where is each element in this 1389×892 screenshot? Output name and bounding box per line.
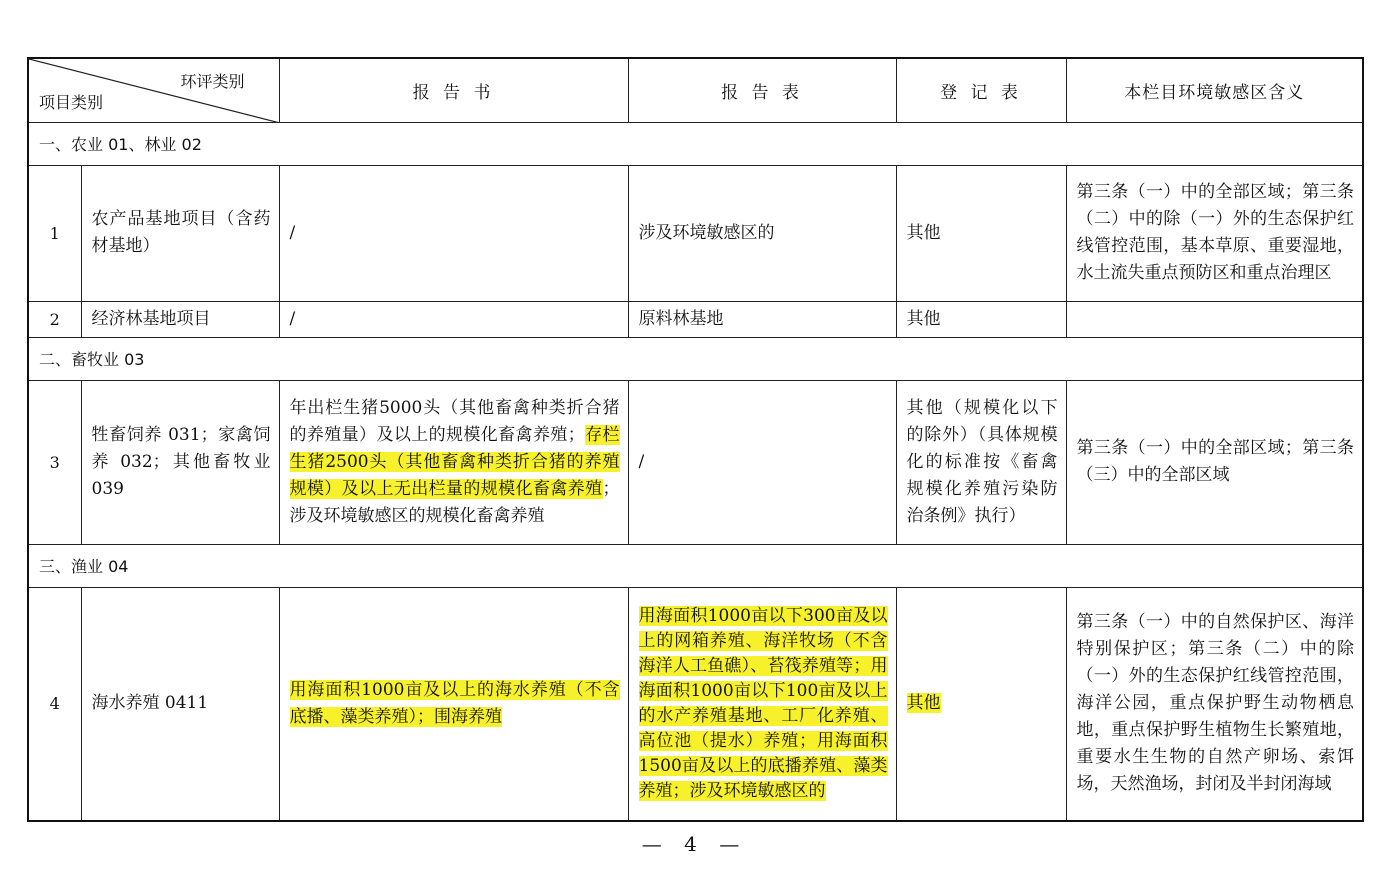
report-book-text: 年出栏生猪5000头（其他畜禽种类折合猪的养殖量）及以上的规模化畜禽养殖； [289, 397, 620, 445]
sensitive-area-cell [1066, 301, 1363, 337]
header-eia-category: 环评类别 [180, 72, 245, 91]
table-row [28, 380, 1363, 544]
table-row [28, 165, 1363, 301]
highlighted-text: 其他 [906, 693, 941, 714]
section-row [28, 337, 1363, 380]
report-form-cell: / [628, 380, 896, 544]
page-number: — 4 — [641, 832, 748, 856]
project-name: 农产品基地项目（含药材基地） [81, 165, 279, 301]
section-fishery: 三、渔业 04 [28, 544, 1363, 587]
row-number: 2 [28, 301, 81, 337]
project-name: 经济林基地项目 [81, 301, 279, 337]
eia-classification-table [27, 57, 1364, 822]
sensitive-area-cell: 第三条（一）中的全部区域；第三条（二）中的除（一）外的生态保护红线管控范围，基本草原、重要湿地，水土流失重点预防区和重点治理区 [1066, 165, 1363, 301]
register-form-cell: 其他（规模化以下的除外）（具体规模化的标准按《畜禽规模化养殖污染防治条例》执行） [896, 380, 1066, 544]
row-number: 1 [28, 165, 81, 301]
highlighted-text: 用海面积1000亩以下300亩及以上的网箱养殖、海洋牧场（不含海洋人工鱼礁）、苔筏养殖等；用海面积1000亩以下100亩及以上的水产养殖基地、工厂化养殖、高位池（提水）养殖；用海面积1500亩及以上的底播养殖、藻类养殖；涉及环境敏感区的 [638, 605, 888, 801]
row-number: 4 [28, 587, 81, 821]
header-report-form: 报 告 表 [628, 58, 896, 122]
report-book-cell [279, 380, 628, 544]
header-project-category: 项目类别 [39, 92, 104, 112]
register-form-cell: 其他 [896, 301, 1066, 337]
report-form-cell: 涉及环境敏感区的 [628, 165, 896, 301]
header-sensitive-area: 本栏目环境敏感区含义 [1066, 58, 1363, 122]
report-book-text: ；涉及环境敏感区的规模化畜禽养殖 [289, 478, 620, 526]
section-animal-husbandry: 二、畜牧业 03 [28, 337, 1363, 380]
highlighted-text: 存栏生猪2500头（其他畜禽种类折合猪的养殖规模）及以上无出栏量的规模化畜禽养殖 [289, 424, 620, 499]
diagonal-header-cell [28, 58, 279, 122]
report-book-cell: / [279, 165, 628, 301]
project-name: 海水养殖 0411 [81, 587, 279, 821]
row-number: 3 [28, 380, 81, 544]
report-form-cell [628, 587, 896, 821]
report-form-cell: 原料林基地 [628, 301, 896, 337]
project-name: 牲畜饲养 031；家禽饲养 032；其他畜牧业 039 [81, 380, 279, 544]
sensitive-area-cell: 第三条（一）中的自然保护区、海洋特别保护区；第三条（二）中的除（一）外的生态保护红线管控范围，海洋公园，重点保护野生动物栖息地，重点保护野生植物生长繁殖地，重要水生生物的自然产卵场、索饵场，天然渔场，封闭及半封闭海域 [1066, 587, 1363, 821]
table-row [28, 301, 1363, 337]
section-row [28, 122, 1363, 165]
header-report-book: 报 告 书 [279, 58, 628, 122]
sensitive-area-cell: 第三条（一）中的全部区域；第三条（三）中的全部区域 [1066, 380, 1363, 544]
report-book-cell: / [279, 301, 628, 337]
register-form-cell [896, 587, 1066, 821]
section-agriculture-forestry: 一、农业 01、林业 02 [28, 122, 1363, 165]
table-row [28, 587, 1363, 821]
header-row [28, 58, 1363, 122]
section-row [28, 544, 1363, 587]
header-register-form: 登 记 表 [896, 58, 1066, 122]
register-form-cell: 其他 [896, 165, 1066, 301]
highlighted-text: 用海面积1000亩及以上的海水养殖（不含底播、藻类养殖）；围海养殖 [289, 679, 620, 727]
report-book-cell [279, 587, 628, 821]
